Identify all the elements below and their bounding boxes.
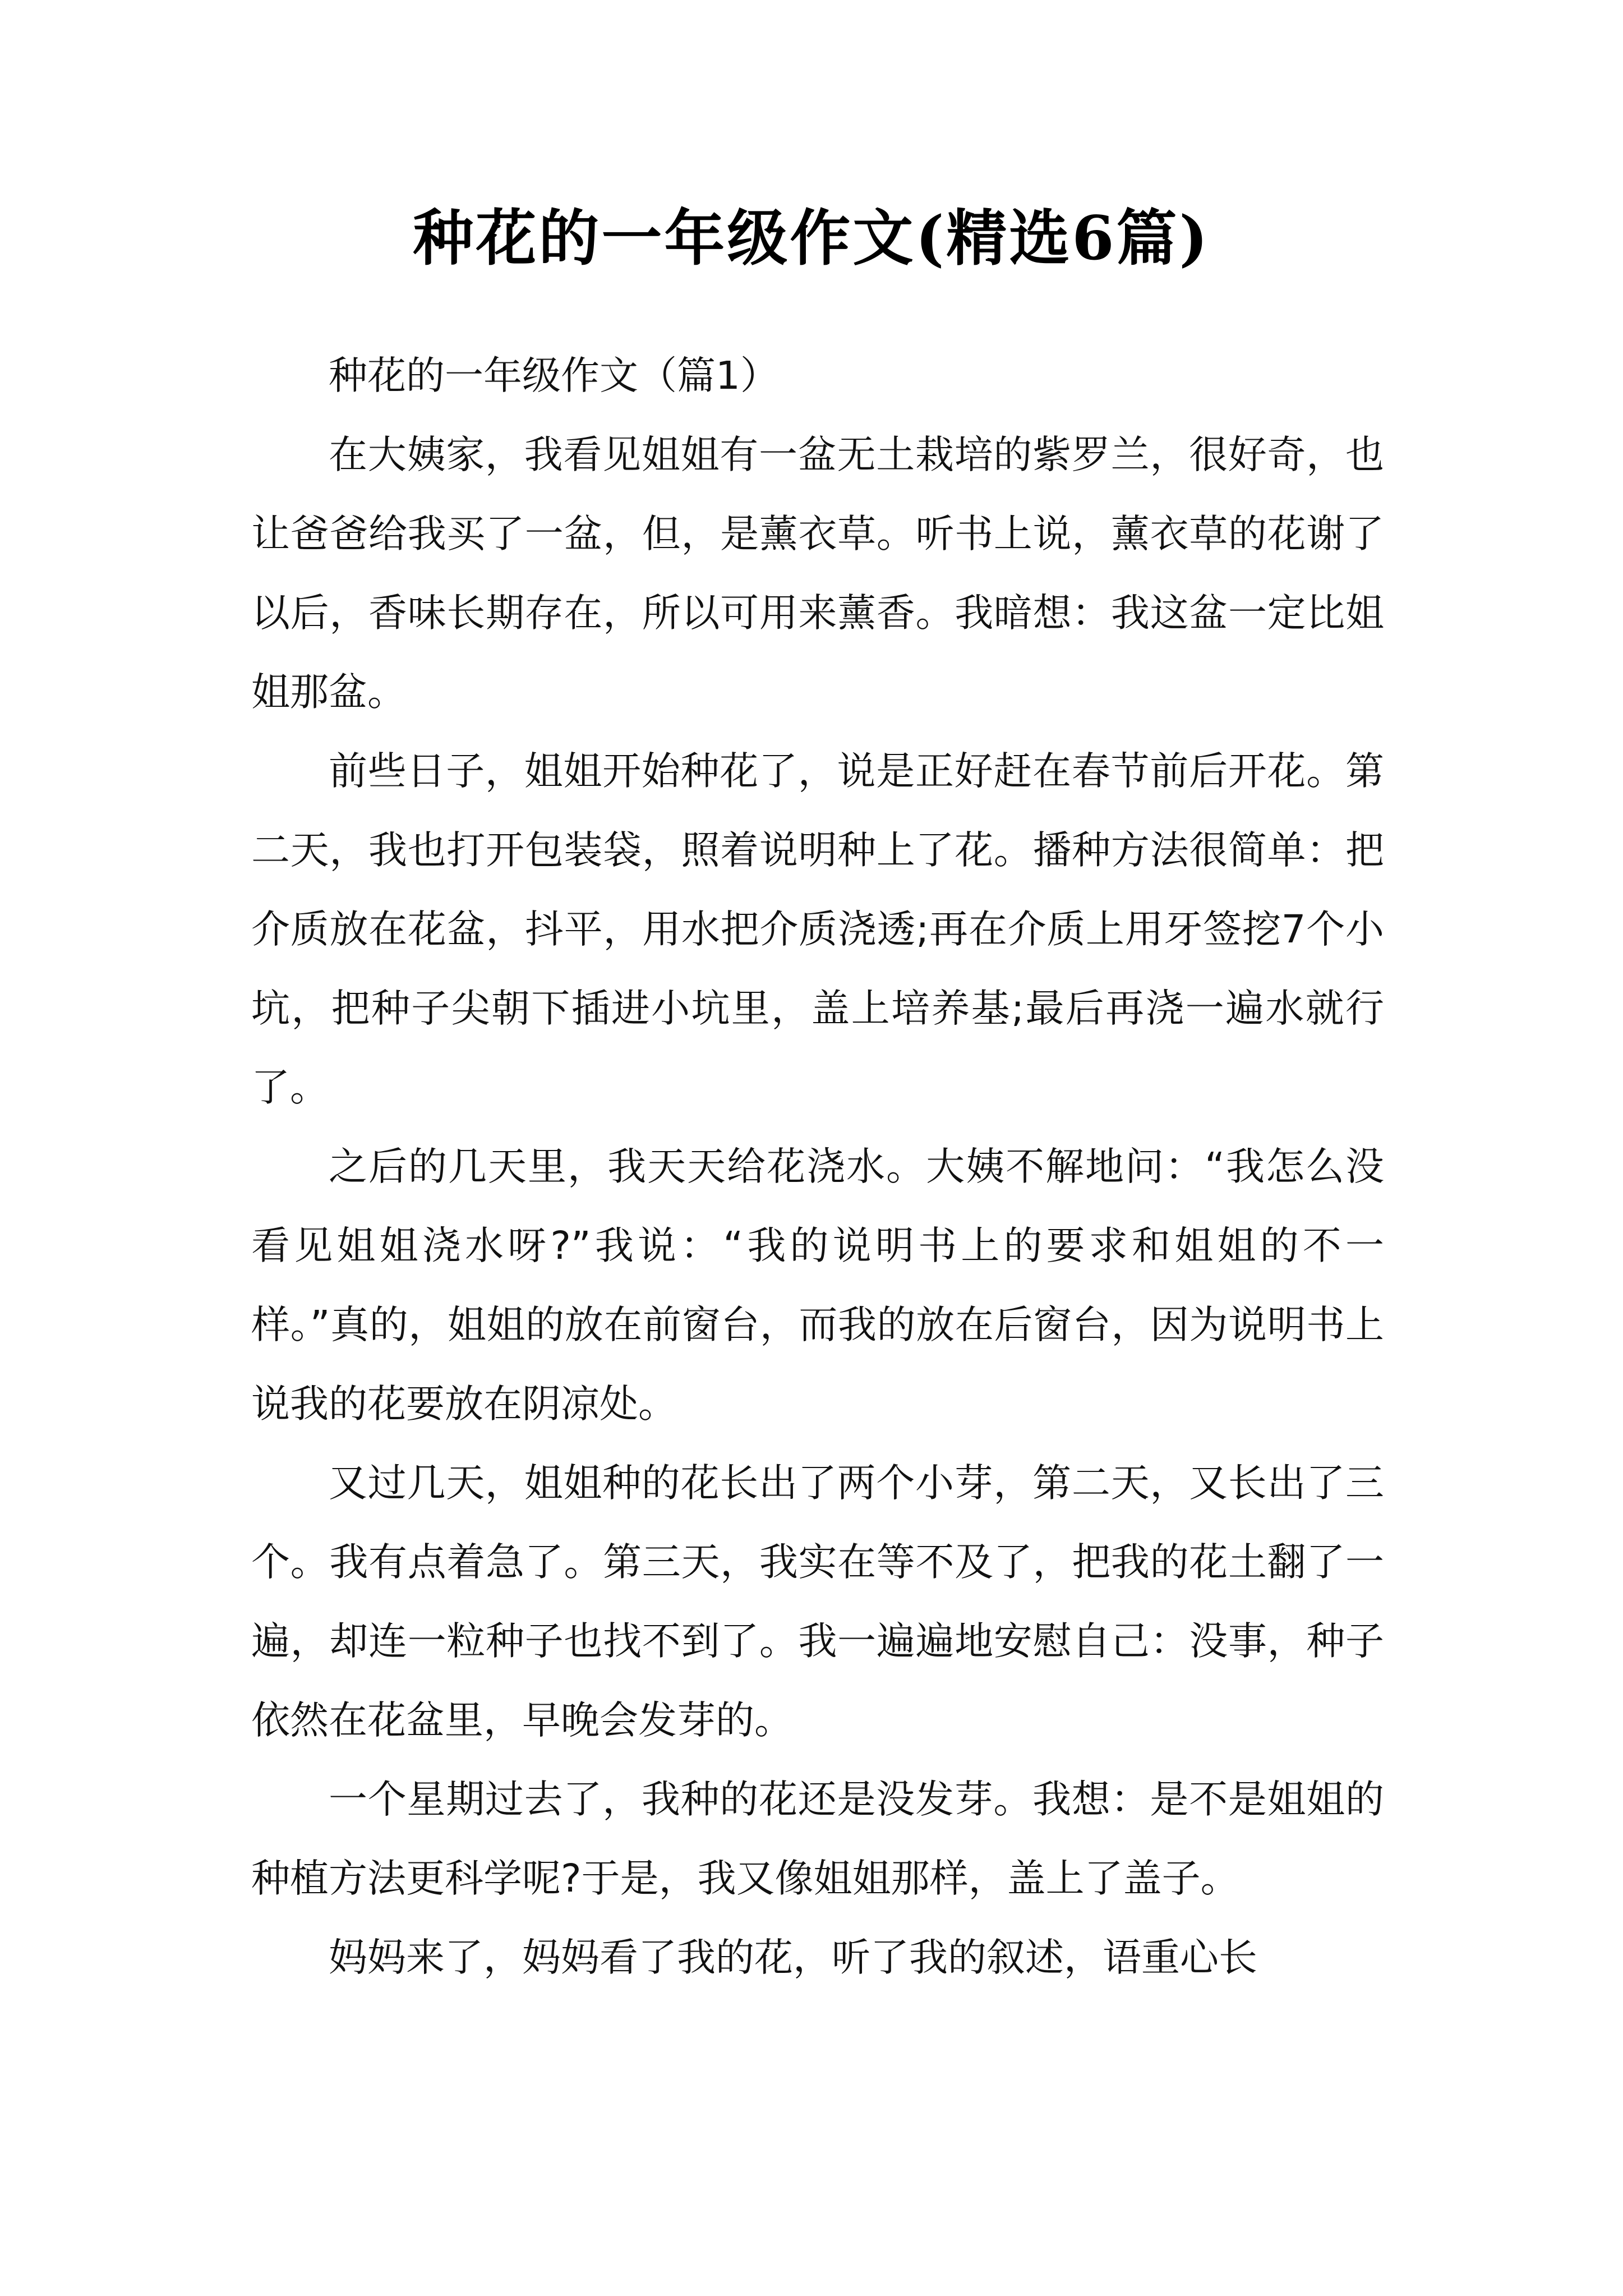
paragraph-3: 之后的几天里，我天天给花浇水。大姨不解地问：“我怎么没看见姐姐浇水呀?”我说：“我的说明书上的要求和姐姐的不一样。”真的，姐姐的放在前窗台，而我的放在后窗台，因为说明书上说我的花要放在阴凉处。 — [251, 1144, 1384, 1427]
paragraph-2: 前些日子，姐姐开始种花了，说是正好赶在春节前后开花。第二天，我也打开包装袋，照着说明种上了花。播种方法很简单：把介质放在花盆，抖平，用水把介质浇透;再在介质上用牙签挖7个小坑，把种子尖朝下插进小坑里，盖上培养基;最后再浇一遍水就行了。 — [251, 749, 1384, 1110]
paragraph-5: 一个星期过去了，我种的花还是没发芽。我想：是不是姐姐的种植方法更科学呢?于是，我又像姐姐那样，盖上了盖子。 — [251, 1777, 1384, 1901]
paragraph-4: 又过几天，姐姐种的花长出了两个小芽，第二天，又长出了三个。我有点着急了。第三天，我实在等不及了，把我的花土翻了一遍，却连一粒种子也找不到了。我一遍遍地安慰自己：没事，种子依然在花盆里，早晚会发芽的。 — [251, 1461, 1384, 1743]
document-body — [251, 337, 1384, 1998]
paragraph-1: 在大姨家，我看见姐姐有一盆无土栽培的紫罗兰，很好奇，也让爸爸给我买了一盆，但，是薰衣草。听书上说，薰衣草的花谢了以后，香味长期存在，所以可用来薰香。我暗想：我这盆一定比姐姐那盆。 — [251, 432, 1384, 715]
document-title: 种花的一年级作文(精选6篇) — [413, 203, 1210, 274]
section-heading: 种花的一年级作文（篇1） — [329, 353, 779, 398]
paragraph-6: 妈妈来了，妈妈看了我的花，听了我的叙述，语重心长 — [329, 1935, 1257, 1980]
